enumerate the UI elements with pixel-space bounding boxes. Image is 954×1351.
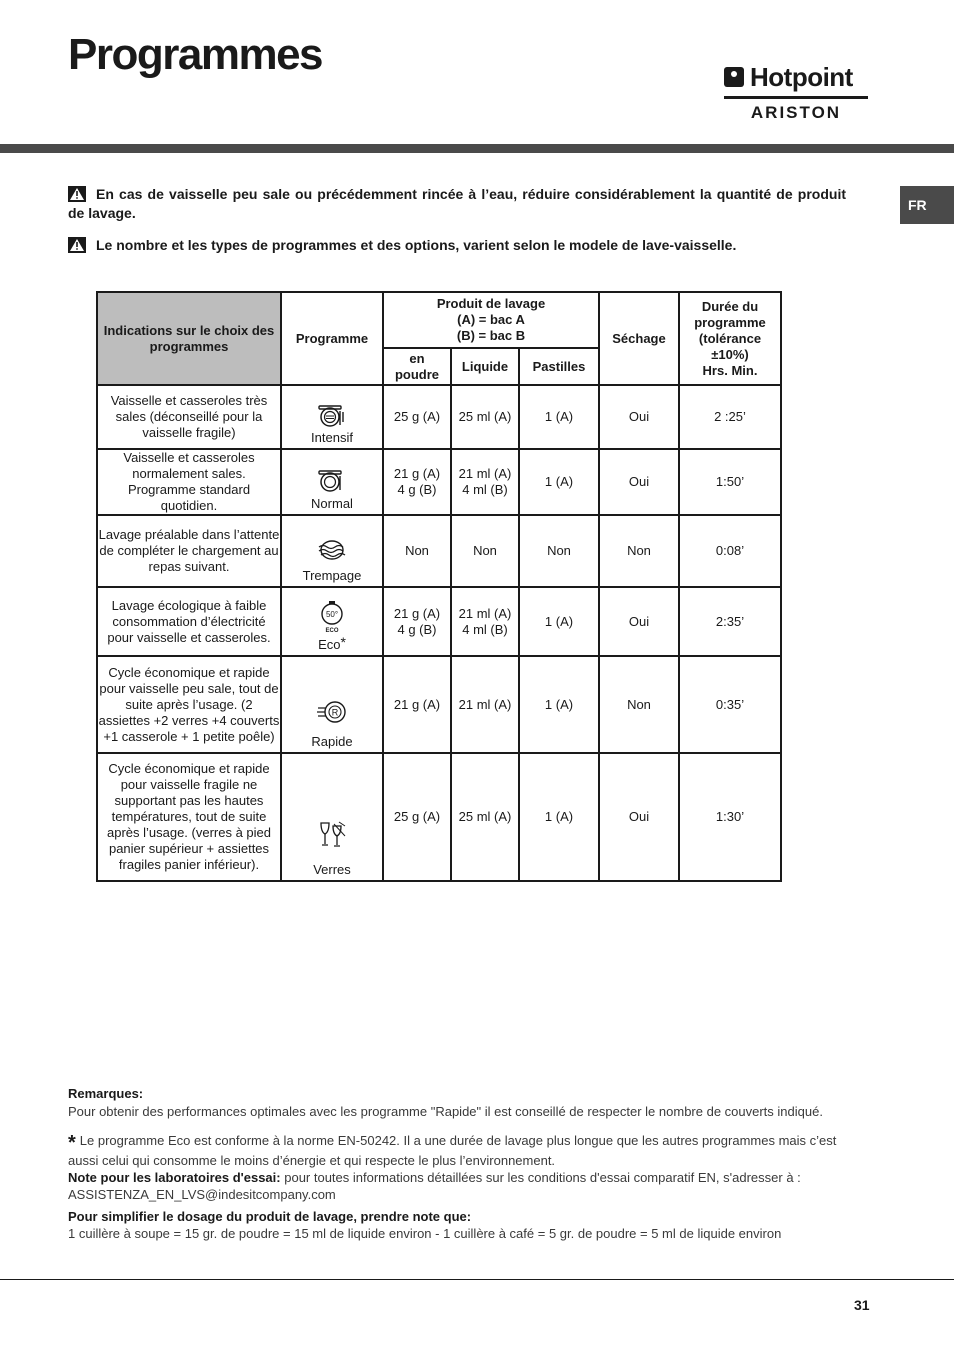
poudre-cell [383, 385, 451, 449]
row-description: Lavage préalable dans l’attente de compléter le chargement au repas suivant. [97, 515, 281, 587]
header-duree [679, 292, 781, 385]
duree-cell: 0:35’ [679, 656, 781, 753]
duree-cell: 2:35’ [679, 587, 781, 656]
notice-detergent [68, 185, 846, 223]
header-produit-line: (A) = bac A [457, 312, 525, 327]
header-duree-line: ±10%) [711, 346, 749, 362]
eco-footnote-star: * [68, 1132, 76, 1154]
dosage-text: 1 cuillère à soupe = 15 gr. de poudre = 15 ml de liquide environ - 1 cuillère à café = 5 gr. de poudre = 5 ml de liquide environ [68, 1226, 782, 1241]
header-produit-line: Produit de lavage [436, 296, 546, 311]
programme-name: Normal [311, 496, 353, 511]
header-liquide: Liquide [451, 348, 519, 385]
logo-mark-icon [724, 67, 744, 87]
eco-label: ECO [325, 628, 339, 635]
programme-cell [281, 753, 383, 881]
poudre-cell [383, 587, 451, 656]
cell-value: 4 ml (B) [462, 482, 508, 497]
eco-star: * [340, 634, 346, 650]
table-row [97, 656, 781, 753]
intensive-icon [317, 402, 347, 430]
logo-brand-text: Hotpoint [750, 61, 853, 92]
remarks-dosage [68, 1208, 868, 1242]
poudre-cell [383, 656, 451, 753]
glasses-icon [317, 820, 347, 850]
programmes-table [96, 291, 782, 882]
normal-icon [317, 467, 347, 495]
warning-icon [68, 186, 86, 202]
header-poudre-line: en [409, 350, 425, 366]
rapid-icon [316, 699, 348, 725]
page-title: Programmes [68, 30, 323, 79]
liquide-cell [451, 449, 519, 515]
row-description: Cycle économique et rapide pour vaisselle peu sale, tout de suite après l’usage. (2 assiettes +2 verres +4 couverts +1 casserole + 1 petite poêle) [97, 656, 281, 753]
programme-name: Trempage [302, 568, 362, 583]
cell-value: Non [473, 543, 497, 558]
header-duree-line: Hrs. Min. [702, 362, 758, 378]
duree-cell: 1:30’ [679, 753, 781, 881]
table-row [97, 385, 781, 449]
duree-cell: 1:50’ [679, 449, 781, 515]
header-poudre [383, 348, 451, 385]
header-programme: Programme [281, 292, 383, 385]
programme-name: Rapide [311, 734, 353, 749]
programme-cell [281, 385, 383, 449]
programme-name [282, 634, 382, 653]
rapid-letter: R [331, 707, 339, 718]
cell-value: 4 g (B) [397, 482, 437, 497]
cell-value: 25 g (A) [393, 809, 441, 824]
header-duree-line: programme [694, 314, 766, 330]
programme-name: Verres [313, 862, 351, 877]
liquide-cell [451, 385, 519, 449]
sechage-cell: Oui [599, 587, 679, 656]
programme-name-text: Eco [318, 637, 341, 652]
notice-programmes [68, 236, 846, 255]
notice-text: En cas de vaisselle peu sale ou précédemment rincée à l’eau, réduire considérablement la quantité de produit de lavage. [68, 186, 846, 221]
sechage-cell: Oui [599, 385, 679, 449]
header-produit-line: (B) = bac B [456, 328, 526, 343]
poudre-cell [383, 449, 451, 515]
pastilles-cell: 1 (A) [519, 385, 599, 449]
programme-cell [281, 587, 383, 656]
cell-value: 21 g (A) [393, 696, 441, 712]
cell-value: 21 ml (A) [458, 466, 512, 481]
duree-cell: 0:08’ [679, 515, 781, 587]
eco-temp-label: 50° [325, 610, 339, 620]
lab-note-label: Note pour les laboratoires d'essai: [68, 1170, 281, 1185]
programme-cell [281, 656, 383, 753]
pastilles-cell: 1 (A) [519, 656, 599, 753]
sechage-cell: Oui [599, 753, 679, 881]
eco-icon [317, 600, 347, 634]
sechage-cell: Non [599, 515, 679, 587]
header-rule [0, 144, 954, 153]
soak-icon [316, 537, 348, 563]
cell-value: 4 ml (B) [462, 621, 508, 637]
warning-icon [68, 237, 86, 253]
header-pastilles: Pastilles [519, 348, 599, 385]
header-duree-line: (tolérance [698, 330, 762, 346]
sechage-cell: Non [599, 656, 679, 753]
header-sechage: Séchage [599, 292, 679, 385]
cell-value: 21 ml (A) [458, 605, 512, 621]
cell-value: 21 g (A) [393, 466, 441, 481]
cell-value: 21 ml (A) [458, 696, 512, 712]
lab-note-text: pour toutes informations détaillées sur les conditions d'essai comparatif EN, s'adresser à : ASSISTENZA_EN_LVS@indesitcompany.com [68, 1170, 801, 1202]
notice-text: Le nombre et les types de programmes et des options, varient selon le modele de lave-vaisselle. [96, 237, 737, 253]
cell-value: 25 g (A) [393, 409, 441, 424]
header-poudre-line: poudre [394, 366, 440, 382]
footer-rule [0, 1279, 954, 1280]
remarks-eco-text: Le programme Eco est conforme à la norme EN-50242. Il a une durée de lavage plus longue que les autres programmes mais c’est aussi celui qui consomme le moins d’énergie et qui respecte le plus l’environnement. [68, 1133, 837, 1168]
cell-value: Non [405, 543, 429, 558]
poudre-cell [383, 753, 451, 881]
remarks-lab-note [68, 1169, 868, 1203]
liquide-cell [451, 656, 519, 753]
programme-cell [281, 449, 383, 515]
row-description: Vaisselle et casseroles très sales (déconseillé pour la vaisselle fragile) [97, 385, 281, 449]
header-produit [383, 292, 599, 348]
table-row [97, 587, 781, 656]
liquide-cell [451, 587, 519, 656]
poudre-cell [383, 515, 451, 587]
sechage-cell: Oui [599, 449, 679, 515]
liquide-cell [451, 753, 519, 881]
pastilles-cell: Non [519, 515, 599, 587]
row-description: Lavage écologique à faible consommation d’électricité pour vaisselle et casseroles. [97, 587, 281, 656]
pastilles-cell: 1 (A) [519, 449, 599, 515]
pastilles-cell: 1 (A) [519, 587, 599, 656]
remarks-rapide: Pour obtenir des performances optimales avec les programme "Rapide" il est conseillé de respecter le nombre de couverts indiqué. [68, 1104, 823, 1119]
table-row [97, 515, 781, 587]
table-row [97, 449, 781, 515]
cell-value: 4 g (B) [397, 621, 437, 637]
page-number: 31 [854, 1297, 870, 1313]
table-row [97, 753, 781, 881]
cell-value: 21 g (A) [393, 605, 441, 621]
remarks-eco [68, 1132, 868, 1169]
language-tab: FR [900, 186, 954, 224]
header-indications: Indications sur le choix des programmes [97, 292, 281, 385]
brand-logo [724, 62, 870, 124]
row-description: Cycle économique et rapide pour vaisselle fragile ne supportant pas les hautes températures, tout de suite après l’usage. (verres à pied panier supérieur + assiettes fragiles panier inférieur). [97, 753, 281, 881]
cell-value: 25 ml (A) [458, 809, 512, 824]
dosage-title: Pour simplifier le dosage du produit de lavage, prendre note que: [68, 1209, 472, 1224]
duree-cell: 2 :25’ [679, 385, 781, 449]
liquide-cell [451, 515, 519, 587]
logo-divider [724, 96, 868, 99]
programme-cell [281, 515, 383, 587]
header-duree-line: Durée du [701, 298, 759, 314]
remarks-title: Remarques: [68, 1086, 144, 1101]
logo-sub-text: ARISTON [750, 103, 842, 122]
cell-value: 25 ml (A) [458, 409, 512, 424]
row-description: Vaisselle et casseroles normalement sales. Programme standard quotidien. [97, 449, 281, 515]
pastilles-cell: 1 (A) [519, 753, 599, 881]
programme-name: Intensif [311, 430, 353, 445]
